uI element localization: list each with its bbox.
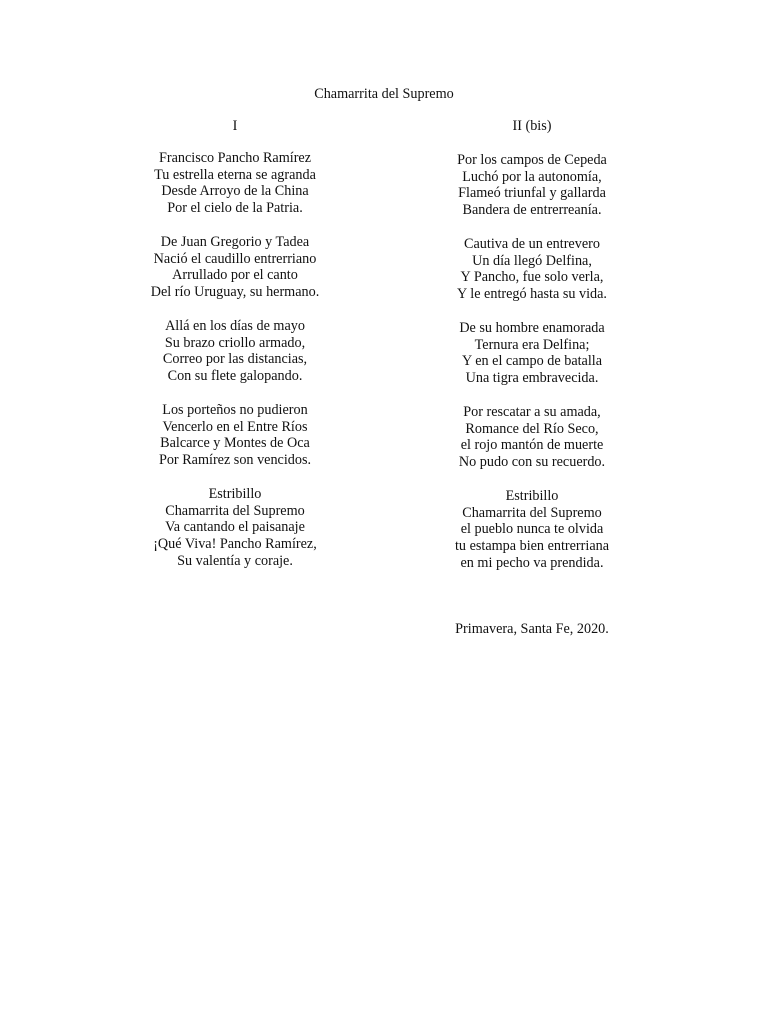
stanza	[115, 318, 355, 385]
verse-line: Va cantando el paisanaje	[165, 519, 305, 536]
verse-line: De Juan Gregorio y Tadea	[160, 233, 310, 250]
verse-line: Y en el campo de batalla	[461, 353, 603, 370]
right-stanzas	[412, 152, 652, 572]
verse-line: Un día llegó Delfina,	[472, 252, 592, 269]
verse-line: Del río Uruguay, su hermano.	[150, 284, 320, 301]
verse-line: Bandera de entrerreanía.	[462, 202, 602, 219]
verse-line: Y le entregó hasta su vida.	[457, 286, 607, 303]
verse-line: Chamarrita del Supremo	[462, 504, 602, 521]
chorus-stanza	[115, 486, 355, 570]
verse-line: Balcarce y Montes de Oca	[160, 435, 310, 452]
chorus-stanza	[412, 488, 652, 572]
verse-line: Vencerlo en el Entre Ríos	[162, 418, 308, 435]
verse-line: Con su flete galopando.	[167, 368, 303, 385]
verse-line: Ternura era Delfina;	[474, 336, 590, 353]
page-title: Chamarrita del Supremo	[314, 86, 454, 102]
verse-line: en mi pecho va prendida.	[460, 554, 604, 571]
verse-line: Desde Arroyo de la China	[161, 183, 309, 200]
left-stanzas	[115, 150, 355, 570]
stanza	[115, 234, 355, 301]
verse-line: Por los campos de Cepeda	[457, 151, 607, 168]
verse-line: Cautiva de un entrevero	[464, 235, 600, 252]
verse-line: Su brazo criollo armado,	[164, 334, 306, 351]
stanza	[412, 404, 652, 471]
verse-line: No pudo con su recuerdo.	[458, 454, 606, 471]
chorus-label: Estribillo	[505, 487, 559, 504]
verse-line: tu estampa bien entrerriana	[454, 538, 610, 555]
verse-line: Luchó por la autonomía,	[462, 168, 602, 185]
verse-line: Romance del Río Seco,	[465, 420, 599, 437]
verse-line: Arrullado por el canto	[172, 267, 298, 284]
stanza	[115, 150, 355, 217]
section-heading-i: I	[232, 118, 238, 134]
stanza	[412, 152, 652, 219]
section-heading-ii: II (bis)	[512, 118, 552, 134]
stanza	[115, 402, 355, 469]
verse-line: Por rescatar a su amada,	[463, 403, 601, 420]
verse-line: Flameó triunfal y gallarda	[458, 185, 606, 202]
verse-line: Tu estrella eterna se agranda	[154, 166, 316, 183]
verse-line: Una tigra embravecida.	[465, 370, 599, 387]
right-column	[412, 118, 652, 589]
verse-line: De su hombre enamorada	[459, 319, 605, 336]
verse-line: Su valentía y coraje.	[177, 552, 293, 569]
verse-line: Nació el caudillo entrerriano	[153, 250, 317, 267]
verse-line: Chamarrita del Supremo	[165, 502, 305, 519]
verse-line: el pueblo nunca te olvida	[460, 521, 604, 538]
verse-line: Correo por las distancias,	[162, 351, 308, 368]
stanza	[412, 236, 652, 303]
left-column	[115, 118, 355, 587]
verse-line: Por Ramírez son vencidos.	[158, 452, 312, 469]
verse-line: Por el cielo de la Patria.	[167, 200, 303, 217]
signature-place-date: Primavera, Santa Fe, 2020.	[455, 621, 609, 637]
verse-line: Allá en los días de mayo	[165, 317, 305, 334]
stanza	[412, 320, 652, 387]
verse-line: ¡Qué Viva! Pancho Ramírez,	[153, 536, 317, 553]
verse-line: el rojo mantón de muerte	[460, 437, 604, 454]
verse-line: Y Pancho, fue solo verla,	[460, 269, 604, 286]
chorus-label: Estribillo	[208, 485, 262, 502]
verse-line: Los porteños no pudieron	[162, 401, 308, 418]
verse-line: Francisco Pancho Ramírez	[158, 149, 312, 166]
